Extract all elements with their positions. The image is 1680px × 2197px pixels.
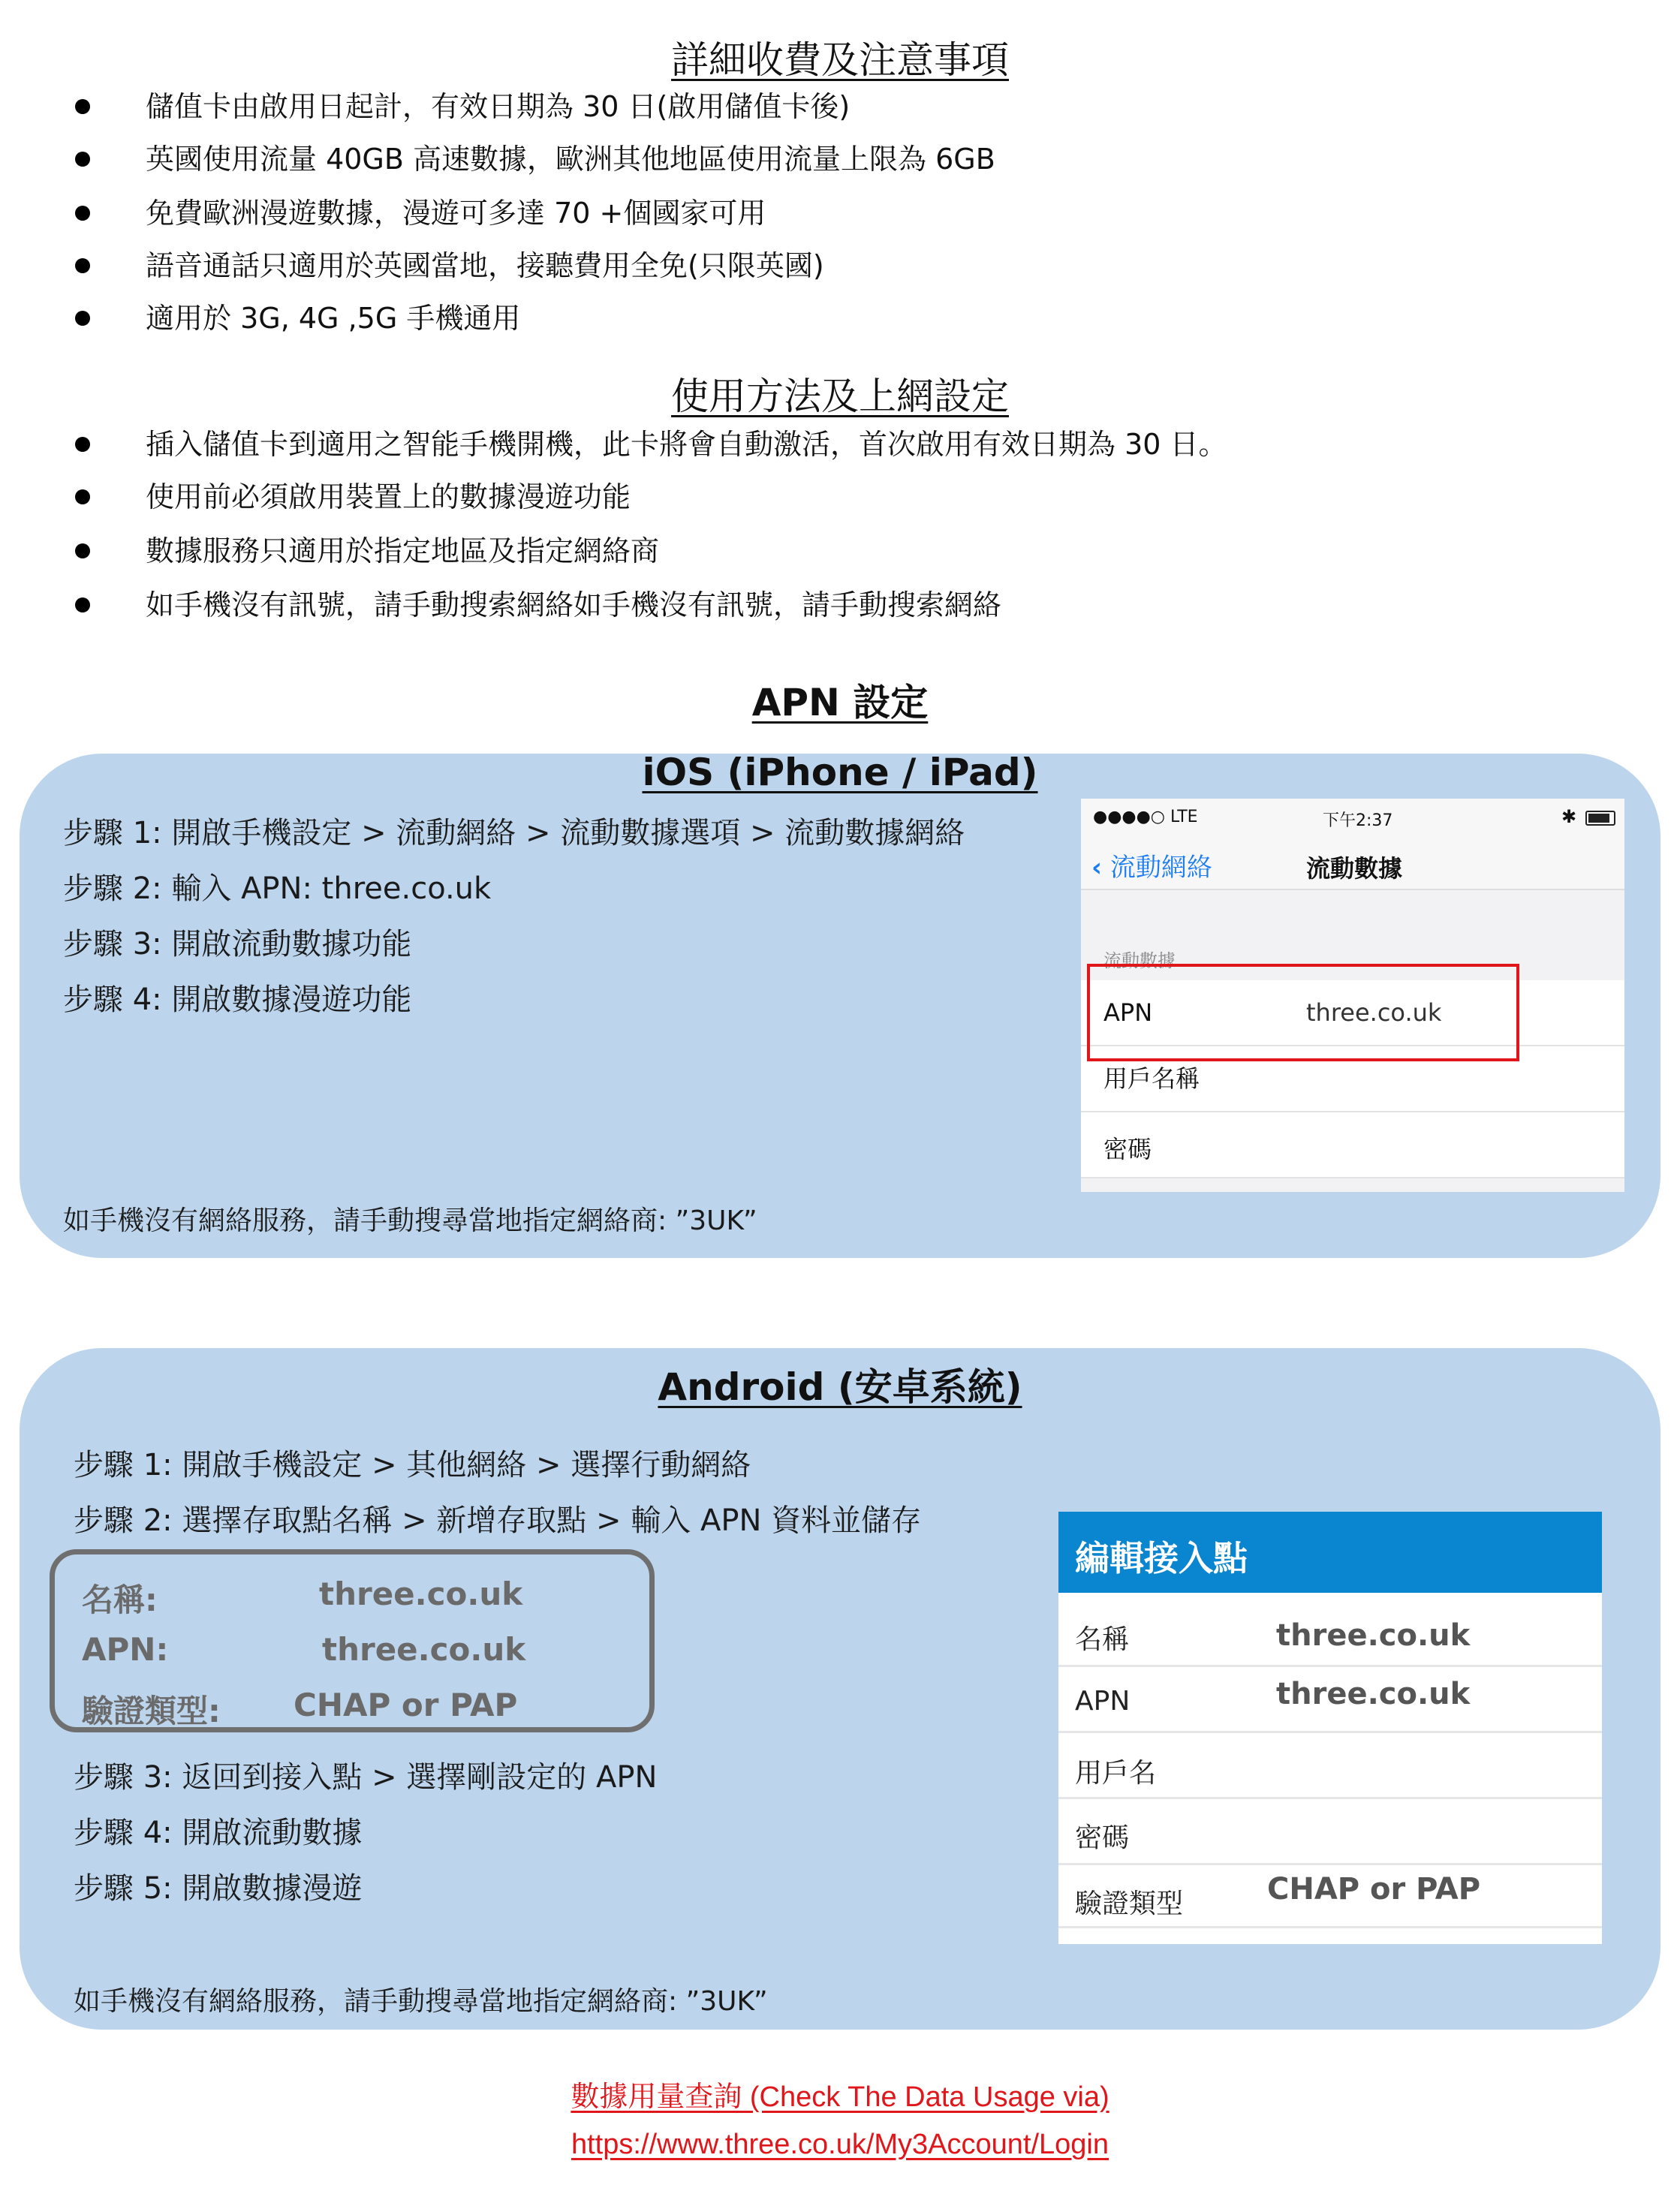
name-label: 名稱: — [82, 1582, 158, 1618]
field-label: APN — [1075, 1686, 1131, 1717]
ios-step-2: 步驟 2: 輸入 APN: three.co.uk — [63, 871, 492, 906]
field-label: 名稱 — [1075, 1624, 1130, 1655]
bullet-icon — [75, 437, 90, 452]
usage-title: 使用方法及上網設定 — [671, 375, 1009, 418]
apn-label: APN — [1103, 998, 1153, 1027]
charges-title: 詳細收費及注意事項 — [671, 38, 1009, 82]
android-step-1: 步驟 1: 開啟手機設定 > 其他網絡 > 選擇行動網絡 — [74, 1448, 751, 1482]
field-value[interactable]: three.co.uk — [1276, 1677, 1471, 1711]
edit-apn-header — [1058, 1512, 1602, 1593]
ios-status-bar — [1081, 799, 1624, 836]
android-step-5: 步驟 5: 開啟數據漫遊 — [74, 1871, 363, 1906]
name-value: three.co.uk — [319, 1576, 523, 1612]
bullet-icon — [75, 258, 90, 273]
apn-value: three.co.uk — [322, 1631, 526, 1668]
apn-title: APN 設定 — [751, 681, 929, 724]
section-header: 流動數據 — [1103, 950, 1176, 971]
password-row[interactable] — [1081, 1112, 1624, 1178]
android-title: Android (安卓系統) — [658, 1365, 1022, 1409]
android-step-2: 步驟 2: 選擇存取點名稱 > 新增存取點 > 輸入 APN 資料並儲存 — [74, 1503, 922, 1538]
bullet-icon — [75, 489, 90, 504]
username-label: 用戶名稱 — [1103, 1064, 1200, 1093]
apn-label: APN: — [82, 1631, 169, 1668]
edit-apn-title: 編輯接入點 — [1075, 1538, 1248, 1579]
ios-step-3: 步驟 3: 開啟流動數據功能 — [63, 927, 412, 962]
field-value[interactable]: CHAP or PAP — [1267, 1872, 1481, 1907]
ios-nav-bar — [1081, 836, 1624, 890]
auth-label: 驗證類型: — [82, 1693, 221, 1729]
apn-field-row[interactable] — [1058, 1668, 1602, 1733]
chevron-left-icon: ‹ — [1091, 853, 1103, 883]
android-step-4: 步驟 4: 開啟流動數據 — [74, 1816, 363, 1850]
apn-field-row[interactable] — [1058, 1800, 1602, 1865]
clock: 下午2:37 — [1323, 811, 1393, 830]
bullet-icon — [75, 311, 90, 326]
nav-title: 流動數據 — [1306, 854, 1403, 883]
apn-values-box — [50, 1549, 655, 1732]
ios-step-1: 步驟 1: 開啟手機設定 > 流動網絡 > 流動數據選項 > 流動數據網絡 — [63, 816, 965, 850]
bullet-icon — [75, 597, 90, 612]
account-login-link[interactable]: https://www.three.co.uk/My3Account/Login — [571, 2129, 1109, 2160]
bluetooth-icon: ✱ — [1561, 806, 1577, 827]
android-apn-screenshot — [1058, 1512, 1602, 1944]
data-usage-label: 數據用量查詢 (Check The Data Usage via) — [571, 2081, 1109, 2113]
apn-field-row[interactable] — [1058, 1734, 1602, 1799]
field-label: 驗證類型 — [1075, 1889, 1184, 1919]
ios-title: iOS (iPhone / iPad) — [642, 751, 1038, 794]
apn-highlight-box — [1087, 964, 1519, 1061]
bullet-icon — [75, 152, 90, 167]
ios-step-4: 步驟 4: 開啟數據漫遊功能 — [63, 983, 412, 1017]
auth-value: CHAP or PAP — [294, 1687, 518, 1723]
field-label: 密碼 — [1075, 1822, 1130, 1853]
back-button[interactable]: ‹ 流動網絡 — [1091, 853, 1212, 883]
bullet-icon — [75, 99, 90, 114]
signal-indicator: ●●●●○ LTE — [1093, 808, 1198, 826]
android-step-3: 步驟 3: 返回到接入點 > 選擇剛設定的 APN — [74, 1760, 658, 1795]
password-label: 密碼 — [1103, 1135, 1152, 1163]
apn-field-row[interactable] — [1058, 1602, 1602, 1667]
bullet-icon — [75, 206, 90, 221]
bullet-icon — [75, 543, 90, 558]
battery-icon — [1585, 811, 1615, 826]
android-note: 如手機沒有網絡服務，請手動搜尋當地指定網絡商: ”3UK” — [74, 1986, 768, 2017]
ios-note: 如手機沒有網絡服務，請手動搜尋當地指定網絡商: ”3UK” — [63, 1205, 757, 1236]
apn-value[interactable]: three.co.uk — [1306, 998, 1442, 1027]
ios-settings-screenshot — [1081, 799, 1624, 1192]
apn-field-row[interactable] — [1058, 1863, 1602, 1928]
field-label: 用戶名 — [1075, 1758, 1157, 1789]
field-value[interactable]: three.co.uk — [1276, 1618, 1471, 1653]
